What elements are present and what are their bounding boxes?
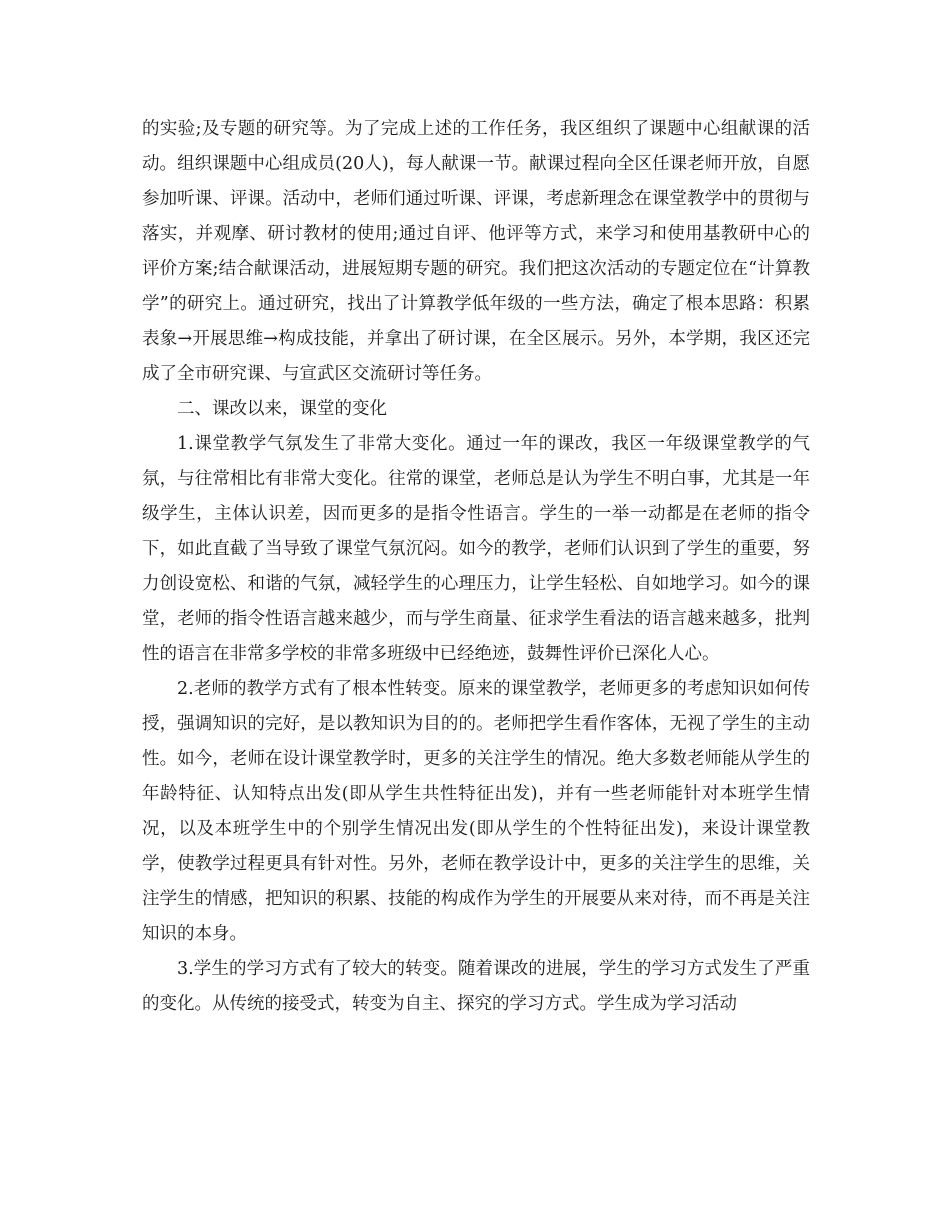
section-heading: 二、课改以来，课堂的变化: [177, 399, 387, 419]
paragraph-item-3: 3.学生的学习方式有了较大的转变。随着课改的进展，学生的学习方式发生了严重的变化。从传统的接受式，转变为自主、探究的学习方式。学生成为学习活动: [142, 959, 810, 1014]
paragraph-continuation: 的实验;及专题的研究等。为了完成上述的工作任务，我区组织了课题中心组献课的活动。组织课题中心组成员(20人)，每人献课一节。献课过程向全区任课老师开放，自愿参加听课、评课。活动中，老师们通过听课、评课，考虑新理念在课堂教学中的贯彻与落实，并观摩、研讨教材的使用;通过自评、他评等方式，来学习和使用基教研中心的评价方案;结合献课活动，进展短期专题的研究。我们把这次活动的专题定位在“计算教学”的研究上。通过研究，找出了计算教学低年级的一些方法，确定了根本思路：积累表象→开展思维→构成技能，并拿出了研讨课，在全区展示。另外，本学期，我区还完成了全市研究课、与宣武区交流研讨等任务。: [142, 119, 810, 384]
paragraph-item-2: 2.老师的教学方式有了根本性转变。原来的课堂教学，老师更多的考虑知识如何传授，强调知识的完好，是以教知识为目的的。老师把学生看作客体，无视了学生的主动性。如今，老师在设计课堂教学时，更多的关注学生的情况。绝大多数老师能从学生的年龄特征、认知特点出发(即从学生共性特征出发)，并有一些老师能针对本班学生情况，以及本班学生中的个别学生情况出发(即从学生的个性特征出发)，来设计课堂教学，使教学过程更具有针对性。另外，老师在教学设计中，更多的关注学生的思维，关注学生的情感，把知识的积累、技能的构成作为学生的开展要从来对待，而不再是关注知识的本身。: [142, 679, 810, 944]
paragraph-item-1: 1.课堂教学气氛发生了非常大变化。通过一年的课改，我区一年级课堂教学的气氛，与往常相比有非常大变化。往常的课堂，老师总是认为学生不明白事，尤其是一年级学生，主体认识差，因而更多的是指令性语言。学生的一举一动都是在老师的指令下，如此直截了当导致了课堂气氛沉闷。如今的教学，老师们认识到了学生的重要，努力创设宽松、和谐的气氛，减轻学生的心理压力，让学生轻松、自如地学习。如今的课堂，老师的指令性语言越来越少，而与学生商量、征求学生看法的语言越来越多，批判性的语言在非常多学校的非常多班级中已经绝迹，鼓舞性评价已深化人心。: [142, 434, 810, 664]
document-body: [142, 112, 810, 1022]
